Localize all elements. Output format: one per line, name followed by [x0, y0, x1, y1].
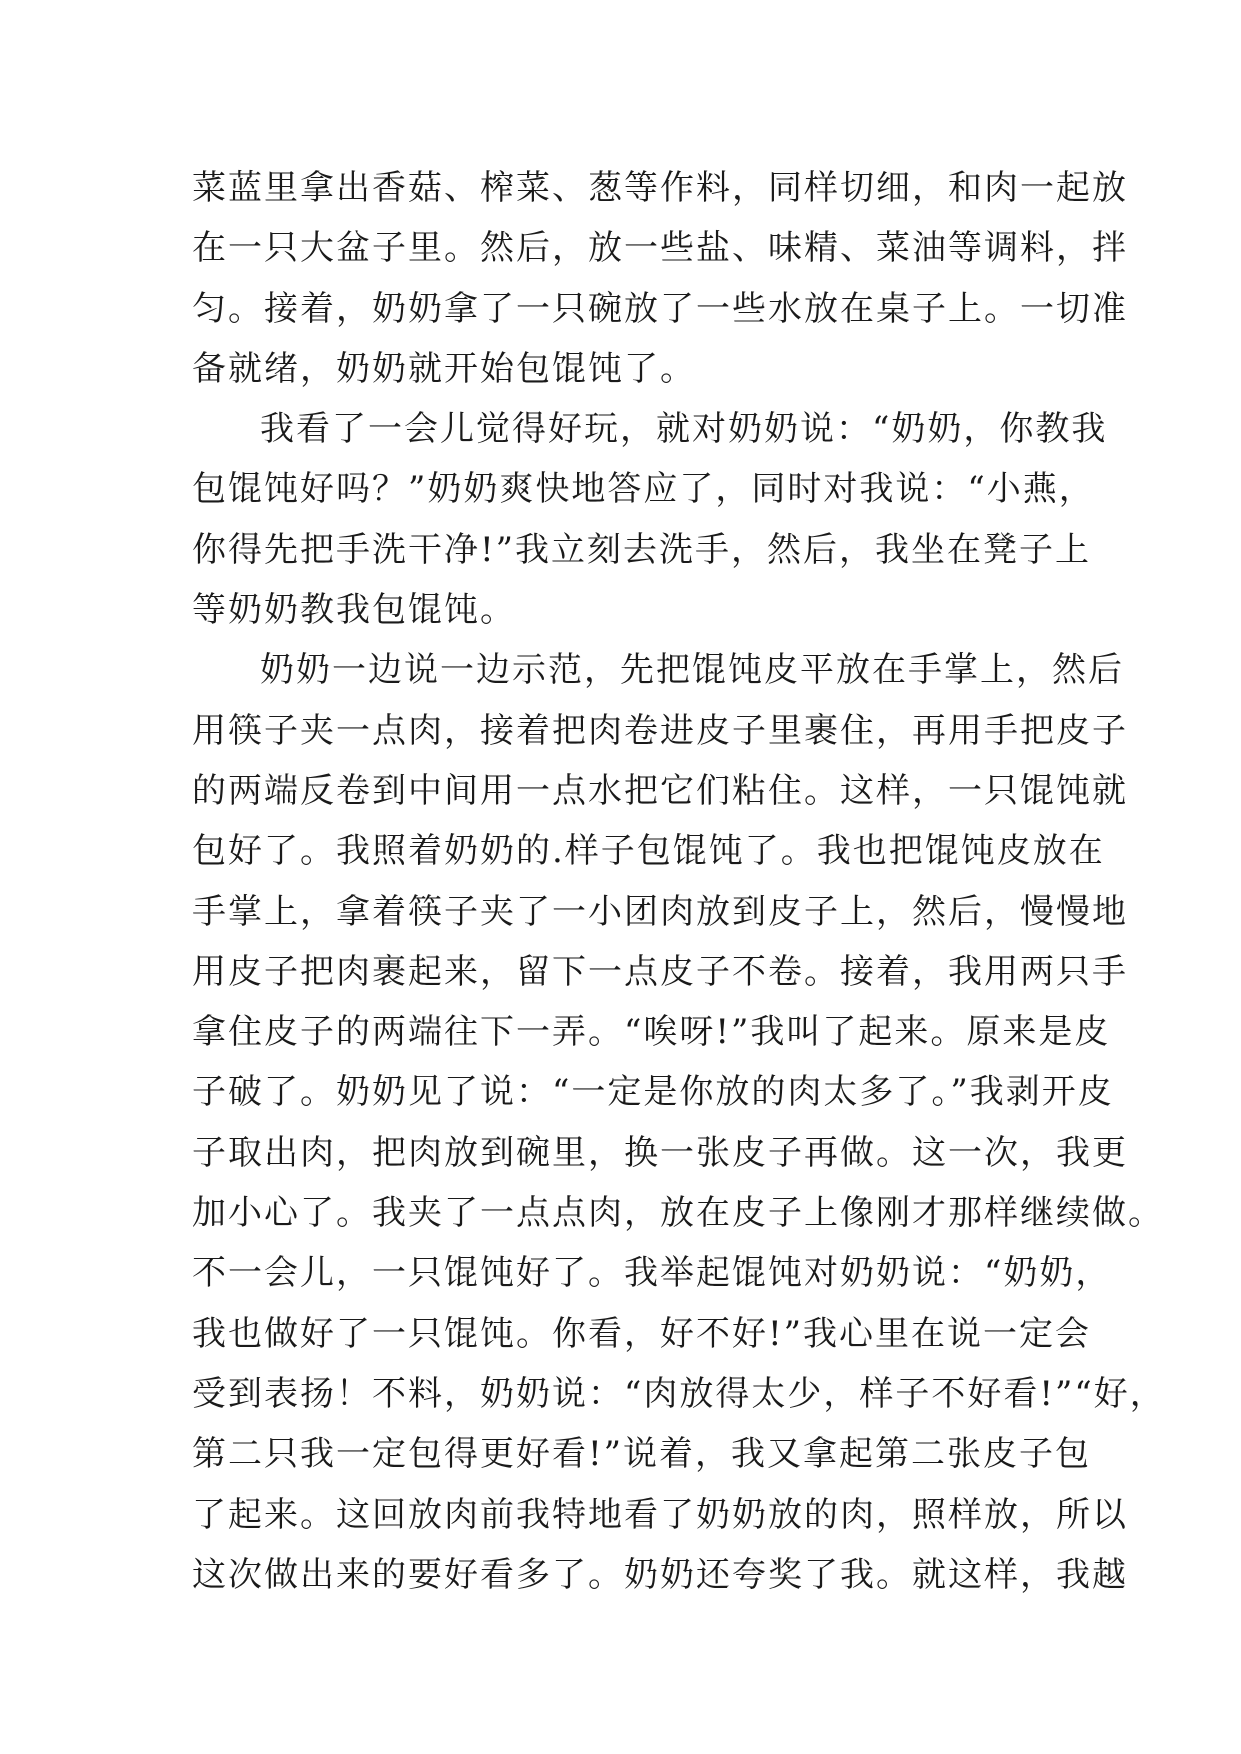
text-line: 子破了。奶奶见了说：“一定是你放的肉太多了。”我剥开皮: [192, 1072, 1114, 1113]
paragraph-first-line: 奶奶一边说一边示范，先把馄饨皮平放在手掌上，然后: [260, 650, 1124, 691]
body-text: [192, 158, 1166, 1605]
text-line: 你得先把手洗干净!”我立刻去洗手，然后，我坐在凳子上: [192, 529, 1092, 570]
text-line: 加小心了。我夹了一点点肉，放在皮子上像刚才那样继续做。: [192, 1193, 1164, 1234]
text-line: 匀。接着，奶奶拿了一只碗放了一些水放在桌子上。一切准: [192, 288, 1128, 329]
text-line: 的两端反卷到中间用一点水把它们粘住。这样，一只馄饨就: [192, 770, 1128, 811]
text-line: 备就绪，奶奶就开始包馄饨了。: [192, 348, 696, 389]
text-line: 用皮子把肉裹起来，留下一点皮子不卷。接着，我用两只手: [192, 951, 1128, 992]
paragraph-first-line: 我看了一会儿觉得好玩，就对奶奶说：“奶奶，你教我: [260, 409, 1108, 450]
text-line: 在一只大盆子里。然后，放一些盐、味精、菜油等调料，拌: [192, 228, 1128, 269]
text-line: 拿住皮子的两端往下一弄。“唉呀!”我叫了起来。原来是皮: [192, 1012, 1111, 1053]
text-line: 等奶奶教我包馄饨。: [192, 590, 516, 631]
text-line: 子取出肉，把肉放到碗里，换一张皮子再做。这一次，我更: [192, 1132, 1128, 1173]
text-line: 用筷子夹一点肉，接着把肉卷进皮子里裹住，再用手把皮子: [192, 710, 1128, 751]
text-line: 包好了。我照着奶奶的.样子包馄饨了。我也把馄饨皮放在: [192, 831, 1105, 872]
text-line: 包馄饨好吗？”奶奶爽快地答应了，同时对我说：“小燕，: [192, 469, 1095, 510]
text-line: 手掌上，拿着筷子夹了一小团肉放到皮子上，然后，慢慢地: [192, 891, 1128, 932]
text-line: 第二只我一定包得更好看!”说着，我又拿起第二张皮子包: [192, 1434, 1092, 1475]
text-line: 菜蓝里拿出香菇、榨菜、葱等作料，同样切细，和肉一起放: [192, 168, 1128, 208]
text-line: 我也做好了一只馄饨。你看，好不好!”我心里在说一定会: [192, 1313, 1092, 1354]
text-line: 受到表扬！不料，奶奶说：“肉放得太少，样子不好看!”“好，: [192, 1373, 1166, 1414]
text-line: 这次做出来的要好看多了。奶奶还夸奖了我。就这样，我越: [192, 1554, 1128, 1595]
text-line: 了起来。这回放肉前我特地看了奶奶放的肉，照样放，所以: [192, 1494, 1128, 1535]
text-line: 不一会儿，一只馄饨好了。我举起馄饨对奶奶说：“奶奶，: [192, 1253, 1112, 1294]
